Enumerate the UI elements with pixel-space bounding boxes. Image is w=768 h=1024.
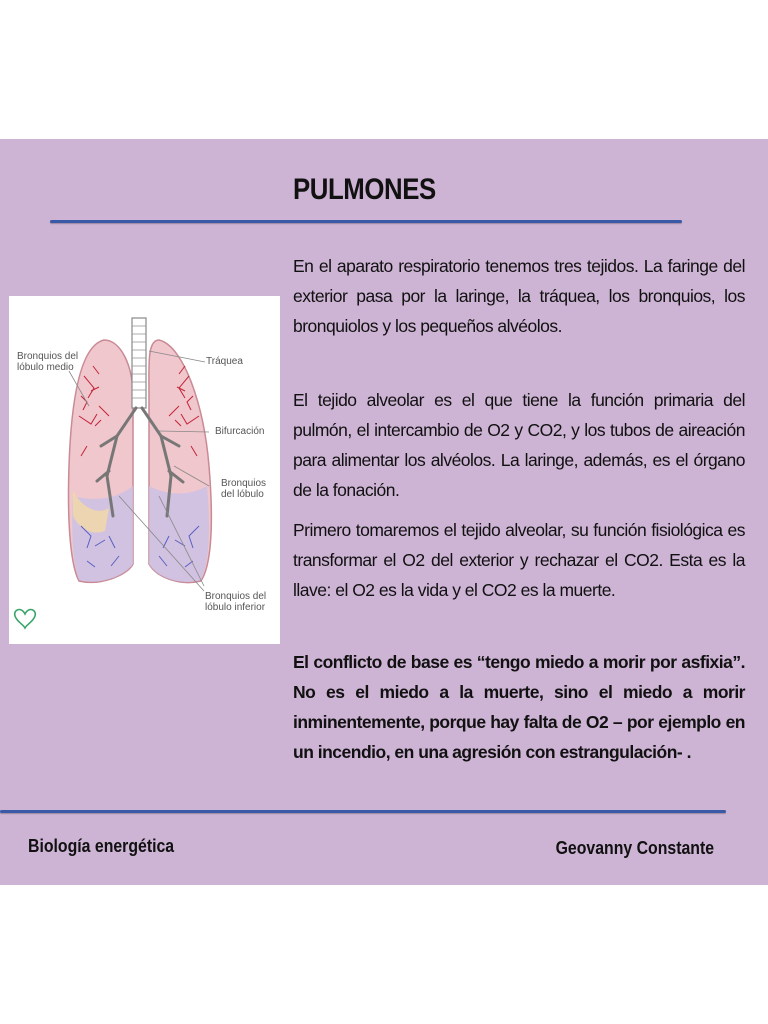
slide [0,139,768,885]
paragraph-2: El tejido alveolar es el que tiene la función primaria del pulmón, el intercambio de O2 y CO2, y los tubos de aireación para alimentar los alvéolos. La laringe, además, es el órgano de la fonación. [293,390,745,500]
label-bifurcacion: Bifurcación [215,426,265,437]
footer-right-text: Geovanny Constante [555,838,714,858]
footer-left-text: Biología energética [28,836,175,856]
label-bronquios-lobulo: Bronquios del lóbulo [221,478,267,500]
footer-divider [0,810,726,813]
label-bronquios-medio: Bronquios del lóbulo medio [17,351,79,373]
paragraph-3: Primero tomaremos el tejido alveolar, su función fisiológica es transformar el O2 del exterior y rechazar el CO2. Esta es la llave: el O2 es la vida y el CO2 es la muerte. [293,520,745,600]
paragraph-1: En el aparato respiratorio tenemos tres tejidos. La faringe del exterior pasa por la laringe, la tráquea, los bronquios, los bronquiolos y los pequeños alvéolos. [293,256,745,336]
heart-logo-icon [15,610,36,628]
paragraph-4-bold: El conflicto de base es “tengo miedo a morir por asfixia”. No es el miedo a la muerte, sino el miedo a morir inminentemente, porque hay falta de O2 – por ejemplo en un incendio, en una agresión con estrangulación- . [293,652,745,762]
lungs-illustration [9,296,280,644]
label-bronquios-inferior: Bronquios del lóbulo inferior [205,591,267,613]
label-traquea: Tráquea [206,356,243,367]
page-title: PULMONES [293,173,436,206]
title-divider [50,220,682,223]
